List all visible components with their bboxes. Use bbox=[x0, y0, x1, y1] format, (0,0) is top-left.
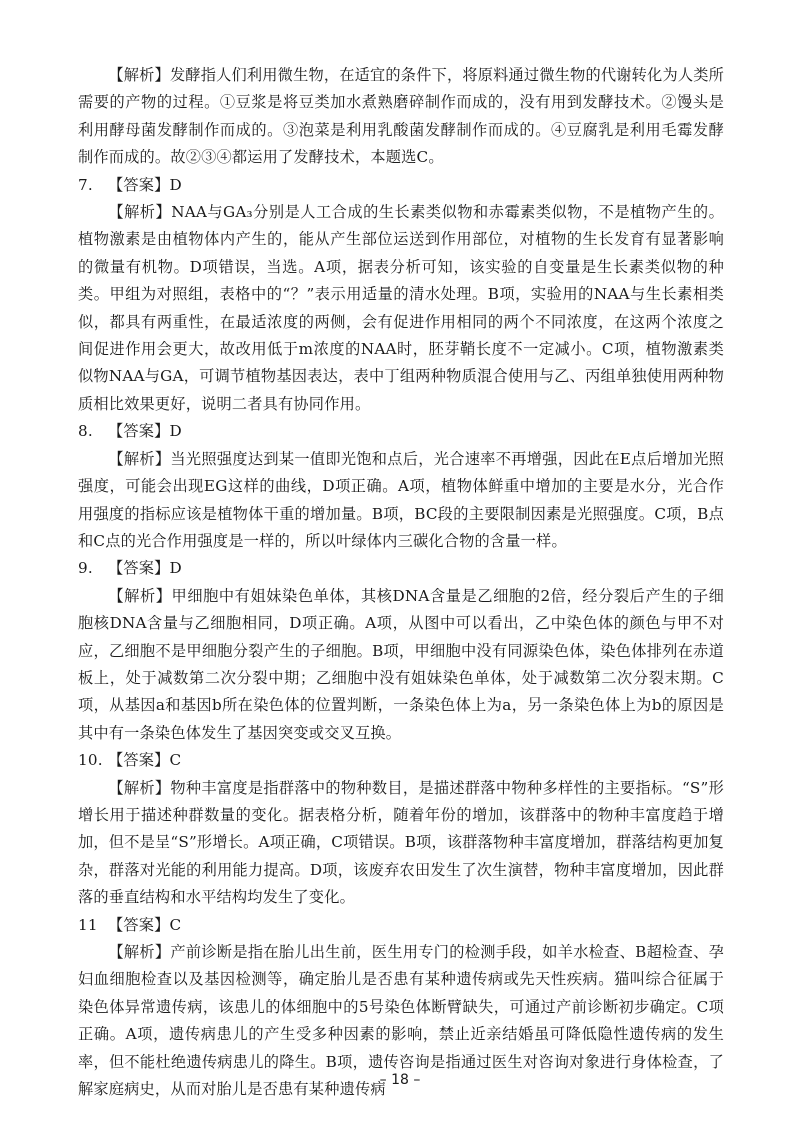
answer-q9 bbox=[78, 555, 724, 582]
explanation-q7: 【解析】NAA与GA₃分别是人工合成的生长素类似物和赤霉素类似物，不是植物产生的。植物激素是由植物体内产生的，能从产生部位运送到作用部位，对植物的生长发育有显著影响的微量有机物。D项错误，当选。A项，据表分析可知，该实验的自变量是生长素类似物的种类。甲组为对照组，表格中的“？”表示用适量的清水处理。B项，实验用的NAA与生长素相类似，都具有两重性，在最适浓度的两侧，会有促进作用相同的两个不同浓度，在这两个浓度之间促进作用会更大，故改用低于m浓度的NAA时，胚芽鞘长度不一定减小。C项，植物激素类似物NAA与GA，可调节植物基因表达，表中丁组两种物质混合使用与乙、丙组单独使用两种物质相比效果更好，说明二者具有协同作用。 bbox=[78, 203, 724, 413]
answer-label: 【答案】D bbox=[108, 422, 182, 441]
answer-label: 【答案】C bbox=[108, 751, 182, 770]
page-number: – 18 – bbox=[379, 1072, 421, 1088]
explanation-q11: 【解析】产前诊断是指在胎儿出生前，医生用专门的检测手段，如羊水检查、B超检查、孕妇血细胞检查以及基因检测等，确定胎儿是否患有某种遗传病或先天性疾病。猫叫综合征属于染色体异常遗传病，该患儿的体细胞中的5号染色体断臂缺失，可通过产前诊断初步确定。C项正确。A项，遗传病患儿的产生受多种因素的影响，禁止近亲结婚虽可降低隐性遗传病的发生率，但不能杜绝遗传病患儿的降生。B项，遗传咨询是指通过医生对咨询对象进行身体检查，了解家庭病史，从而对胎儿是否患有某种遗传病 bbox=[78, 943, 724, 1099]
answer-label: 【答案】D bbox=[108, 175, 182, 194]
question-number: 9. bbox=[78, 559, 93, 578]
answer-label: 【答案】D bbox=[108, 559, 182, 578]
explanation-q9: 【解析】甲细胞中有姐妹染色单体，其核DNA含量是乙细胞的2倍，经分裂后产生的子细胞核DNA含量与乙细胞相同，D项正确。A项，从图中可以看出，乙中染色体的颜色与甲不对应，乙细胞不是甲细胞分裂产生的子细胞。B项，甲细胞中没有同源染色体，染色体排列在赤道板上，处于减数第二次分裂中期；乙细胞中没有姐妹染色单体，处于减数第二次分裂末期。C项，从基因a和基因b所在染色体的位置判断，一条染色体上为a，另一条染色体上为b的原因是其中有一条染色体发生了基因突变或交叉互换。 bbox=[78, 586, 724, 742]
document-body bbox=[78, 62, 724, 1103]
explanation-q10: 【解析】物种丰富度是指群落中的物种数目，是描述群落中物种多样性的主要指标。“S”形增长用于描述种群数量的变化。据表格分析，随着年份的增加，该群落中的物种丰富度趋于增加，但不是呈“S”形增长。A项正确，C项错误。B项，该群落物种丰富度增加，群落结构更加复杂，群落对光能的利用能力提高。D项，该废弃农田发生了次生演替，物种丰富度增加，因此群落的垂直结构和水平结构均发生了变化。 bbox=[78, 778, 724, 907]
explanation-q6: 【解析】发酵指人们利用微生物，在适宜的条件下，将原料通过微生物的代谢转化为人类所需要的产物的过程。①豆浆是将豆类加水煮熟磨碎制作而成的，没有用到发酵技术。②馒头是利用酵母菌发酵制作而成的。③泡菜是利用乳酸菌发酵制作而成的。④豆腐乳是利用毛霉发酵制作而成的。故②③④都运用了发酵技术，本题选C。 bbox=[78, 66, 724, 167]
question-number: 7. bbox=[78, 175, 93, 194]
answer-q11 bbox=[78, 912, 724, 939]
question-number: 10. bbox=[78, 751, 103, 770]
answer-label: 【答案】C bbox=[108, 915, 182, 934]
explanation-q8: 【解析】当光照强度达到某一值即光饱和点后，光合速率不再增强，因此在E点后增加光照强度，可能会出现EG这样的曲线，D项正确。A项，植物体鲜重中增加的主要是水分，光合作用强度的指标应该是植物体干重的增加量。B项，BC段的主要限制因素是光照强度。C项，B点和C点的光合作用强度是一样的，所以叶绿体内三碳化合物的含量一样。 bbox=[78, 449, 724, 550]
question-number: 8. bbox=[78, 422, 93, 441]
answer-q7 bbox=[78, 172, 724, 199]
answer-q8 bbox=[78, 418, 724, 445]
answer-q10 bbox=[78, 747, 724, 774]
question-number: 11 bbox=[78, 915, 98, 934]
